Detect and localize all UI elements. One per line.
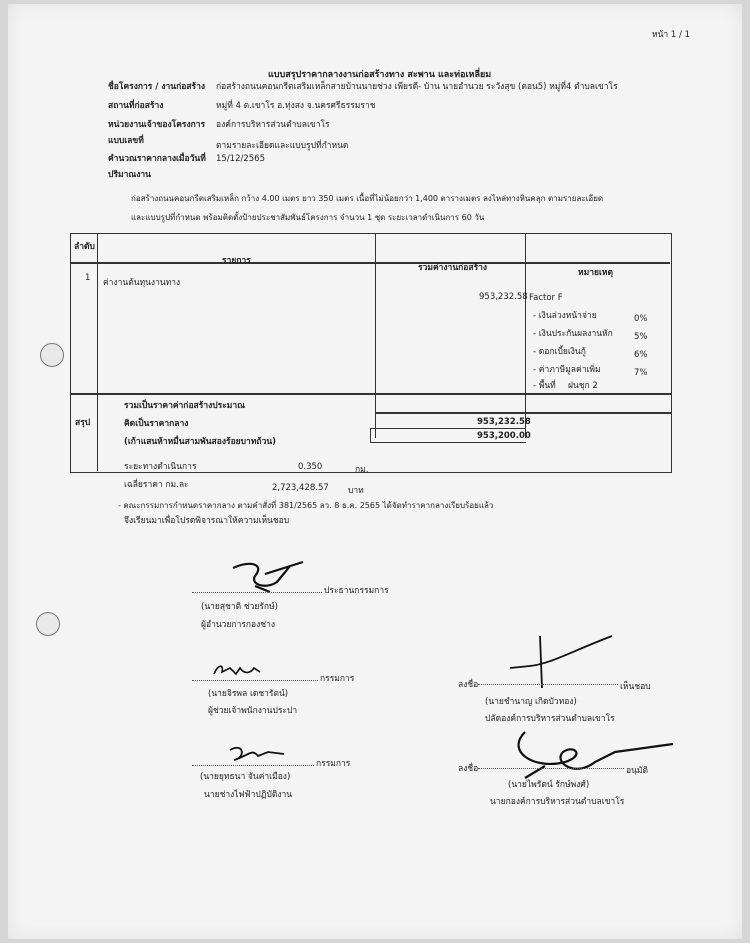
header-item: รายการ [222,256,251,266]
distance-unit: กม. [355,465,369,475]
header-no: ลำดับ [74,242,95,252]
signature-line [192,586,322,597]
signature-line [192,759,314,770]
form-label: แบบเลขที่ [108,136,144,146]
factor-value: 5% [634,332,648,342]
factor-label: - เงินประกันผลงานหัก [533,329,613,339]
col-divider [97,233,98,471]
date-value: 15/12/2565 [216,154,265,164]
signer-name: (นายยุทธนา จันค่าเมือง) [200,772,291,782]
total-value: 953,232.58 [477,417,531,427]
form-value: ตามรายละเอียดและแบบรูปที่กำหนด [216,141,349,151]
signature-line [192,674,318,685]
approver-name: (นายไพรัตน์ รักษ์พงศ์) [508,780,590,790]
signature-role: ประธานกรรมการ [324,586,389,596]
col-divider [375,233,376,438]
header-cost: รวมค่างานก่อสร้าง [418,263,488,273]
quantity-label: ปริมาณงาน [108,170,151,180]
factor-label: - ค่าภาษีมูลค่าเพิ่ม [533,365,601,375]
request-note: จึงเรียนมาเพื่อโปรดพิจารณาให้ความเห็นชอบ [124,516,290,526]
median-label: คิดเป็นราคากลาง [124,419,189,429]
approval-suffix: อนุมัติ [626,766,649,776]
summary-divider [375,412,672,414]
total-label: รวมเป็นราคาค่าก่อสร้างประมาณ [124,401,246,411]
summary-divider [70,393,672,395]
factor-label: - เงินล่วงหน้าจ่าย [533,311,597,321]
col-divider [525,233,526,438]
approval-prefix: ลงชื่อ [458,764,479,774]
owner-value: องค์การบริหารส่วนตำบลเขาโร [216,120,330,130]
description-line-1: ก่อสร้างถนนคอนกรีตเสริมเหล็ก กว้าง 4.00 เมตร ยาว 350 เมตร เนื้อที่ไม่น้อยกว่า 1,400 ตารางเมตร ลงไหล่ทางหินคลุก ตามรายละเอียด [131,194,604,203]
summary-divider [370,442,526,443]
page-number: หน้า 1 / 1 [652,30,690,40]
approval-suffix: เห็นชอบ [620,682,651,692]
median-value: 953,200.00 [477,431,531,441]
factor-title: Factor F [529,293,563,303]
distance-value: 0.350 [298,462,323,472]
factor-value: 7% [634,368,648,378]
signature-drawing [505,722,675,786]
factor-value: 6% [634,350,648,360]
signature-role: กรรมการ [316,759,351,769]
signature-role: กรรมการ [320,674,355,684]
date-label: คำนวณราคากลางเมื่อวันที่ [108,154,206,164]
page-title: แบบสรุปราคากลางงานก่อสร้างทาง สะพาน และท่อเหลี่ยม [268,70,492,80]
signer-position: นายช่างไฟฟ้าปฏิบัติงาน [204,790,293,800]
median-words: (เก้าแสนห้าหมื่นสามพันสองร้อยบาทถ้วน) [124,437,277,447]
distance-label: ระยะทางดำเนินการ [124,462,197,472]
committee-note: - คณะกรรมการกำหนดราคากลาง ตามคำสั่งที่ 381/2565 ลว. 8 ธ.ค. 2565 ได้จัดทำราคากลางเรียบร้อยแล้ว [118,501,494,510]
description-line-2: และแบบรูปที่กำหนด พร้อมติดตั้งป้ายประชาสัมพันธ์โครงการ จำนวน 1 ชุด ระยะเวลาดำเนินการ 60 วัน [131,213,485,222]
table-header-divider [70,262,670,264]
location-label: สถานที่ก่อสร้าง [108,101,164,111]
project-value: ก่อสร้างถนนคอนกรีตเสริมเหล็กสายบ้านนายช่วง เพียรดี- บ้าน นายอำนวย ระวังสุข (ตอน5) หมู่ที่4 ตำบลเขาโร [216,82,618,92]
approver-position: ปลัดองค์การบริหารส่วนตำบลเขาโร [485,714,615,724]
owner-label: หน่วยงานเจ้าของโครงการ [108,120,206,130]
punch-hole-icon [40,343,64,367]
col-divider [370,428,371,442]
signature-line [478,678,618,689]
header-note: หมายเหตุ [578,268,613,278]
approver-position: นายกองค์การบริหารส่วนตำบลเขาโร [490,797,625,807]
signer-name: (นายจิรพล เดชารัตน์) [208,689,289,699]
row-cost: 953,232.58 [479,292,528,302]
average-value: 2,723,428.57 [272,483,329,493]
summary-label: สรุป [75,418,91,428]
factor-value: 0% [634,314,648,324]
approval-prefix: ลงชื่อ [458,680,479,690]
zone-label: - พื้นที่ [533,381,556,391]
factor-label: - ดอกเบี้ยเงินกู้ [533,347,586,357]
punch-hole-icon [36,612,60,636]
signature-line [478,762,624,773]
row-no: 1 [85,273,91,283]
zone-value: ฝนชุก 2 [568,381,598,391]
row-item: ค่างานต้นทุนงานทาง [103,278,181,288]
average-unit: บาท [348,486,364,496]
approver-name: (นายชำนาญ เกิดบัวทอง) [485,697,577,707]
signer-position: ผู้ช่วยเจ้าพนักงานประปา [208,706,298,716]
average-label: เฉลี่ยราคา กม.ละ [124,480,189,490]
signer-name: (นายสุชาติ ช่วยรักษ์) [201,602,278,612]
location-value: หมู่ที่ 4 ต.เขาโร อ.ทุ่งสง จ.นครศรีธรรมราช [216,101,376,111]
signer-position: ผู้อำนวยการกองช่าง [201,620,276,630]
summary-divider [370,428,526,429]
project-label: ชื่อโครงการ / งานก่อสร้าง [108,82,206,92]
